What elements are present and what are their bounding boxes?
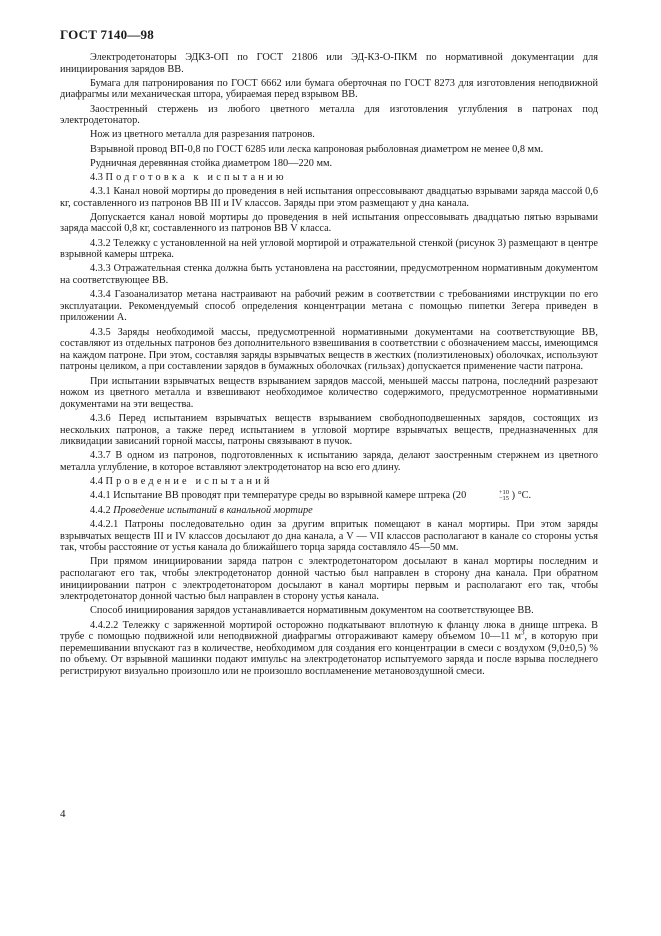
section-heading-4-3: [60, 172, 598, 184]
subsection-number: 4.4.2: [90, 504, 111, 516]
paragraph-4-4-2-2: [60, 620, 598, 678]
section-title: Проведение испытаний: [105, 476, 273, 488]
paragraph-text: 4.4.1 Испытание ВВ проводят при температуре среды во взрывной камере штрека (20: [90, 490, 467, 502]
temperature-unit: ) °С.: [511, 490, 532, 502]
tolerance-upper: +10: [498, 489, 509, 497]
superscript: 3: [521, 628, 525, 637]
paragraph-text: 4.4.2.2 Тележку с заряженной мортирой осторожно подкатывают вплотную к фланцу люка в днище штрека. В трубе с помощью подвижной или неподвижной диафрагмы отгораживают камеру объемом 10—11 м: [60, 619, 598, 643]
paragraph-4-3-7: 4.3.7 В одном из патронов, подготовленных к испытанию заряда, делают заостренным стержнем из цветного металла углубление, в которое вставляют электродетонатор на всю его длину.: [60, 450, 598, 473]
paragraph-4-3-2: 4.3.2 Тележку с установленной на ней угловой мортирой и отражательной стенкой (рисунок 3) размещают в центре взрывной камеры штрека.: [60, 237, 598, 261]
paragraph: При прямом инициировании заряда патрон с электродетонатором досылают в канал мортиры последним и располагают его так, чтобы электродетонатор донной частью был направлен в сторону дна канала. При обратном инициировании патрон с электродетонатором досылают в канал мортиры первым и располагают его так, чтобы электродетонатор донной частью был направлен в сторону устья канала.: [60, 556, 598, 603]
paragraph-4-3-5: 4.3.5 Заряды необходимой массы, предусмотренной нормативными документами на соответствующие ВВ, составляют из отдельных патронов без дополнительного взвешивания в соответствии с обозначением массы, имеющимся на каждом патроне. При этом, составляя заряды взрывчатых веществ в жестких (полиэтиленовых) оболочках, используют патроны целиком, а при составлении зарядов в бумажных оболочках (гильзах) допускается применение части патрона.: [60, 326, 598, 373]
section-title: Подготовка к испытанию: [105, 171, 287, 183]
paragraph: Взрывной провод ВП-0,8 по ГОСТ 6285 или леска капроновая рыболовная диаметром не менее 0,8 мм.: [90, 143, 544, 155]
tolerance-lower: −15: [498, 495, 509, 503]
paragraph-4-4-1: [60, 490, 598, 502]
paragraph-4-3-4: 4.3.4 Газоанализатор метана настраивают на рабочий режим в соответствии с требованиями инструкции по его эксплуатации. Рекомендуемый способ определения концентрации метана с помощью пипетки Зегера приведен в приложении А.: [60, 289, 598, 324]
document-body: [60, 52, 598, 680]
paragraph-4-3-3: 4.3.3 Отражательная стенка должна быть установлена на расстоянии, предусмотренном нормативным документом на соответствующее ВВ.: [60, 263, 598, 287]
section-heading-4-4: [60, 476, 598, 488]
paragraph: Бумага для патронирования по ГОСТ 6662 или бумага оберточная по ГОСТ 8273 для изготовления неподвижной диафрагмы или механическая штора, убираемая перед взрывом ВВ.: [60, 77, 598, 101]
paragraph-4-4-2-1: 4.4.2.1 Патроны последовательно один за другим впритык помещают в канал мортиры. При этом заряды взрывчатых веществ III и IV классов досылают до дна канала, а V — VII классов располагают в канале со стороны устья так, чтобы расстояние от устья канала до ближайшего торца заряда составляло 45—50 мм.: [60, 519, 598, 554]
section-number: 4.3: [90, 171, 103, 183]
paragraph-text: , в которую при перемешивании впускают газ в количестве, необходимом для создания его концентрации в смеси с воздухом (9,0±0,5) % по объему. От взрывной машинки подают импульс на электродетонатор испытуемого заряда и после взрыва последнего регистрируют визуально произошло или не произошло воспламенение метановоздушной смеси.: [60, 631, 598, 677]
subsection-heading-4-4-2: [60, 505, 598, 517]
paragraph: Нож из цветного металла для разрезания патронов.: [90, 129, 315, 141]
temperature-tolerance: [469, 490, 509, 502]
page-header: ГОСТ 7140—98: [60, 27, 154, 42]
paragraph: Заостренный стержень из любого цветного металла для изготовления углубления в патронах под электродетонатор.: [60, 103, 598, 127]
paragraph: Рудничная деревянная стойка диаметром 180—220 мм.: [90, 157, 333, 169]
paragraph: При испытании взрывчатых веществ взрыванием зарядов массой, меньшей массы патрона, последний разрезают ножом из цветного металла и взвешивают необходимое количество содержимого, предусмотренное нормативными документами на эти вещества.: [60, 375, 598, 410]
paragraph: Способ инициирования зарядов устанавливается нормативным документом на соответствующее ВВ.: [90, 605, 534, 617]
paragraph-4-3-1: 4.3.1 Канал новой мортиры до проведения в ней испытания опрессовывают двадцатью взрывами заряда массой 0,6 кг, составленного из патронов ВВ III и IV классов. Заряды при этом размещают у дна канала.: [60, 186, 598, 209]
paragraph-4-3-6: 4.3.6 Перед испытанием взрывчатых веществ взрыванием свободноподвешенных зарядов, состоящих из нескольких патронов, а также перед испытанием в угловой мортире взрывчатых веществ, предназначенных для ликвидации зависаний горной массы, патроны связывают в пучок.: [60, 412, 598, 448]
paragraph: Электродетонаторы ЭДКЗ-ОП по ГОСТ 21806 или ЭД-КЗ-О-ПКМ по нормативной документации для инициирования зарядов ВВ.: [60, 52, 598, 75]
page-number: 4: [60, 808, 66, 820]
section-number: 4.4: [90, 476, 103, 488]
subsection-title: Проведение испытаний в канальной мортире: [113, 504, 313, 516]
paragraph: Допускается канал новой мортиры до проведения в ней испытания опрессовывать двадцатью пятью взрывами заряда массой 0,8 кг, составленного из патронов ВВ V класса.: [60, 211, 598, 235]
